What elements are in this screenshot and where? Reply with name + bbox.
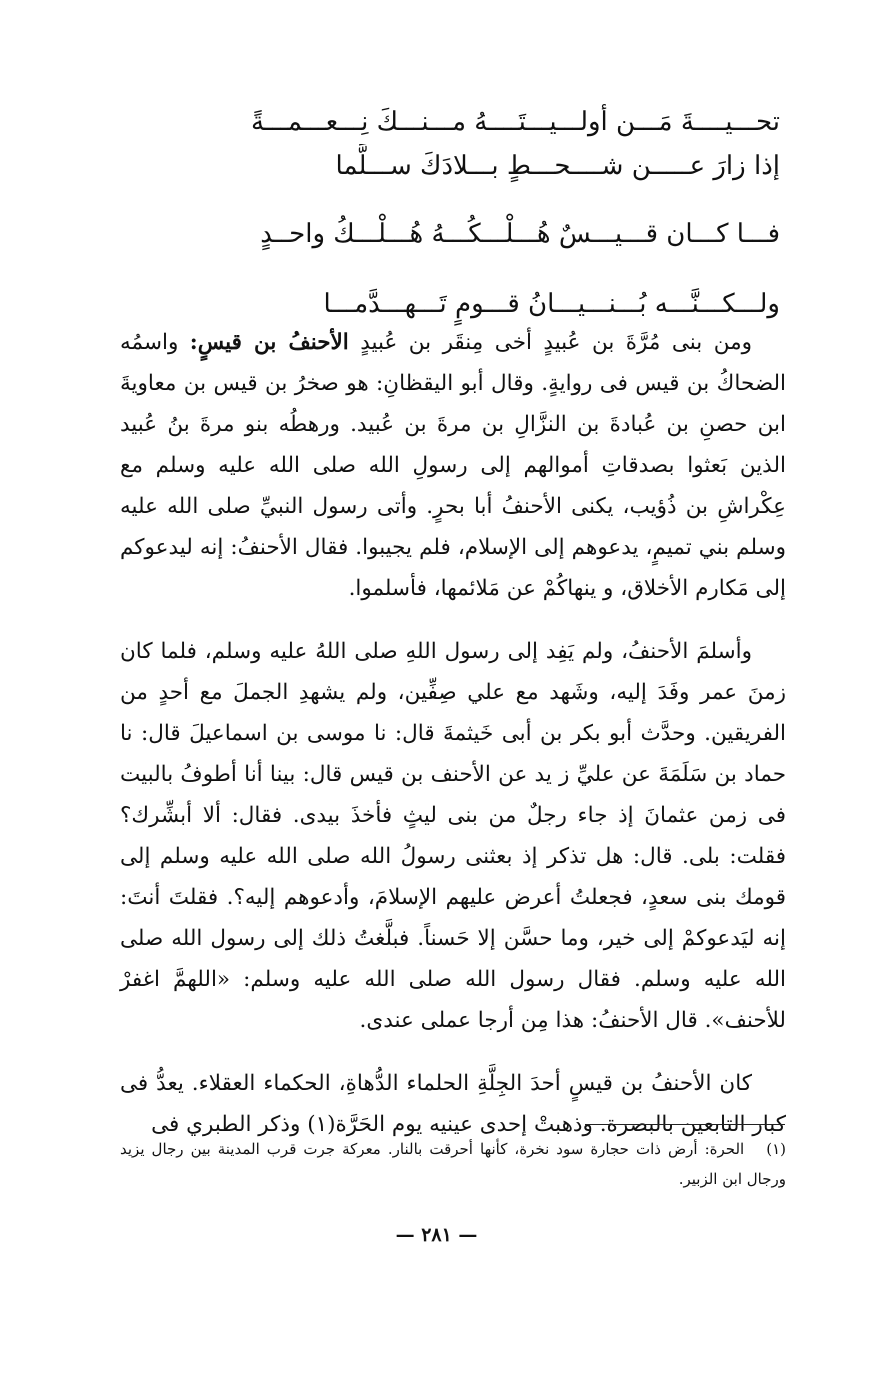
verse-line: إذا زارَ عـــــن شــــحـــطٍ بـــلادَكَ ســـلَّما: [335, 151, 780, 181]
paragraph-biography: [120, 322, 786, 609]
footnote-number: (١): [766, 1140, 786, 1158]
person-name: الأحنفُ بن قيسٍ:: [189, 330, 349, 355]
verse-line: فـــا كـــان قـــيـــسٌ هُـــلْـــكُـــهُ هُـــلْـــكُ واحــدٍ: [260, 219, 780, 249]
poem-verses: [120, 100, 780, 326]
page-number: — ٢٨١ —: [395, 1224, 478, 1246]
paragraph-rest: واسمُه الضحاكُ بن قيس فى روايةٍ. وقال أبو اليقظانِ: هو صخرُ بن قيس بن معاويةَ ابن حصنِ بن عُبادةَ بن النزَّالِ بن مرةَ بن عُبيد. ورهطُه بنو مرةَ بنُ عُبيد الذين بَعثوا بصدقاتِ أموالهم إلى رسولِ الله صلى الله عليه وسلم مع عِكْراشِ بن ذُؤيب، يكنى الأحنفُ أبا بحرٍ. وأتى رسول النبيِّ صلى الله عليه وسلم بني تميمٍ، يدعوهم إلى الإسلام، فلم يجيبوا. فقال الأحنفُ: إنه ليدعوكم إلى مَكارم الأخلاق، و ينهاكُمْ عن مَلائمها، فأسلموا.: [120, 330, 786, 601]
verse-line: ولـــكـــنَّـــه بُـــنـــيـــانُ قـــومٍ تَـــهـــدَّمـــا: [323, 289, 780, 319]
footnote: [120, 1134, 786, 1194]
footnote-divider: [585, 1124, 785, 1125]
paragraph-islam: وأسلمَ الأحنفُ، ولم يَفِد إلى رسول اللهِ صلى اللهُ عليه وسلم، فلما كان زمنَ عمر وفَدَ إليه، وشَهد مع علي صِفِّين، ولم يشهدِ الجملَ مع أحدٍ من الفريقين. وحدَّث أبو بكر بن أبى خَيثمةَ قال: نا موسى بن اسماعيلَ قال: نا حماد بن سَلَمَةَ عن عليِّ ز يد عن الأحنف بن قيس قال: بينا أنا أطوفُ بالبيت فى زمن عثمانَ إذ جاء رجلٌ من بنى ليثٍ فأخذَ بيدى. فقال: ألا أبشِّرك؟ فقلت: بلى. قال: هل تذكر إذ بعثنى رسولُ الله صلى الله عليه وسلم إلى قومك بنى سعدٍ، فجعلتُ أعرض عليهم الإسلامَ، وأدعوهم إليه؟. فقلتَ أنتَ: إنه ليَدعوكمْ إلى خير، وما حسَّن إلا حَسناً. فبلَّغتُ ذلك إلى رسول الله صلى الله عليه وسلم. فقال رسول الله صلى الله عليه وسلم: «اللهمَّ اغفرْ للأحنف». قال الأحنفُ: هذا مِن أرجا عملى عندى.: [120, 639, 786, 1033]
verse-line: تحـــيــــةَ مَـــن أولـــيـــتَــــهُ مـــنـــكَ نِـــعـــمـــةً: [251, 107, 780, 137]
paragraph-character: كان الأحنفُ بن قيسٍ أحدَ الجِلَّةِ الحلماء الدُّهاةِ، الحكماء العقلاء. يعدُّ فى كبار التابعين بالبصرة. وذهبتْ إحدى عينيه يوم الحَرَّة(١) وذكر الطبري فى: [120, 1071, 786, 1137]
footnote-text: الحرة: أرض ذات حجارة سود نخرة، كأنها أحرقت بالنار. معركة جرت قرب المدينة بين رجال يزيد ورجال ابن الزبير.: [120, 1140, 786, 1188]
main-text: [120, 322, 786, 1167]
paragraph-intro: ومن بنى مُرَّةَ بن عُبيدٍ أخى مِنقَر بن عُبيدٍ: [348, 330, 752, 355]
